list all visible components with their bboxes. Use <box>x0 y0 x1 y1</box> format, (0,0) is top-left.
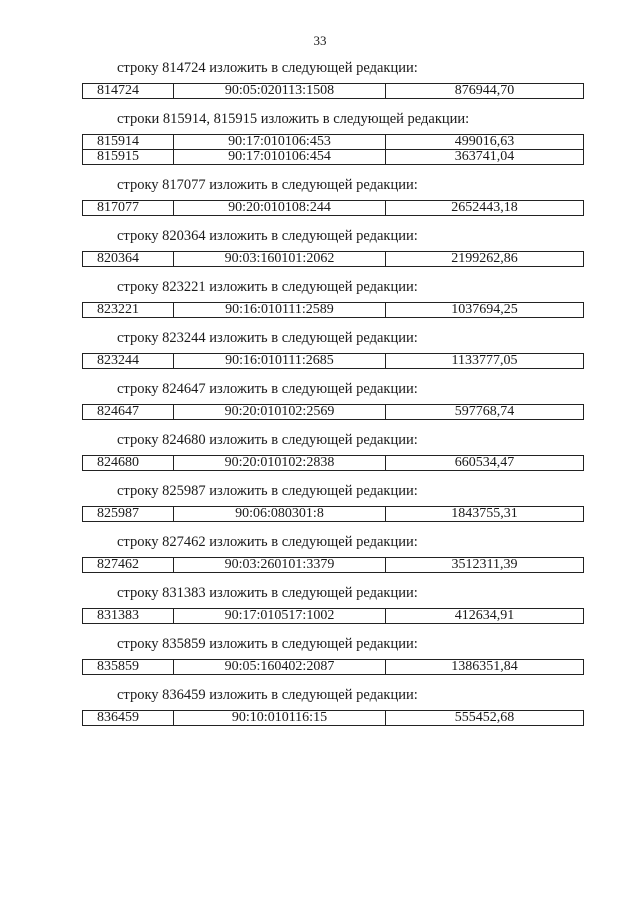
cadastral-number-cell: 90:20:010102:2569 <box>174 405 386 420</box>
entry-spacer <box>0 318 640 327</box>
entry-spacer <box>0 471 640 480</box>
cadastral-number-cell: 90:05:160402:2087 <box>174 660 386 675</box>
cadastral-value-cell: 1386351,84 <box>386 660 584 675</box>
table-row <box>83 507 584 522</box>
row-code-cell: 823221 <box>83 303 174 318</box>
amendment-instruction: строку 835859 изложить в следующей редакции: <box>117 636 418 652</box>
table-row <box>83 609 584 624</box>
row-code-cell: 823244 <box>83 354 174 369</box>
cadastral-value-cell: 597768,74 <box>386 405 584 420</box>
table-row <box>83 252 584 267</box>
amendment-instruction: строку 823221 изложить в следующей редакции: <box>117 279 418 295</box>
cadastral-number-cell: 90:06:080301:8 <box>174 507 386 522</box>
cadastral-value-cell: 363741,04 <box>386 150 584 165</box>
entry-spacer <box>0 165 640 174</box>
amendment-entry <box>0 108 640 174</box>
amendment-instruction: строку 824680 изложить в следующей редакции: <box>117 432 418 448</box>
cadastral-number-cell: 90:16:010111:2685 <box>174 354 386 369</box>
cadastral-value-cell: 2199262,86 <box>386 252 584 267</box>
row-code-cell: 814724 <box>83 84 174 99</box>
entry-spacer <box>0 675 640 684</box>
document-body <box>0 57 640 726</box>
table-row <box>83 711 584 726</box>
cadastral-number-cell: 90:20:010108:244 <box>174 201 386 216</box>
amendment-entry <box>0 378 640 429</box>
table-row <box>83 660 584 675</box>
entry-spacer <box>0 522 640 531</box>
amendment-instruction: строку 817077 изложить в следующей редакции: <box>117 177 418 193</box>
amendment-entry <box>0 684 640 726</box>
amendment-instruction: строку 827462 изложить в следующей редакции: <box>117 534 418 550</box>
amendment-entry <box>0 429 640 480</box>
row-code-cell: 820364 <box>83 252 174 267</box>
cadastral-number-cell: 90:17:010106:453 <box>174 135 386 150</box>
cadastral-value-cell: 3512311,39 <box>386 558 584 573</box>
row-code-cell: 824680 <box>83 456 174 471</box>
row-code-cell: 827462 <box>83 558 174 573</box>
cadastral-value-cell: 1037694,25 <box>386 303 584 318</box>
entry-spacer <box>0 267 640 276</box>
amendment-instruction: строку 820364 изложить в следующей редакции: <box>117 228 418 244</box>
record-table <box>82 353 584 369</box>
row-code-cell: 831383 <box>83 609 174 624</box>
cadastral-number-cell: 90:16:010111:2589 <box>174 303 386 318</box>
page-number: 33 <box>313 33 327 48</box>
amendment-instruction: строку 836459 изложить в следующей редакции: <box>117 687 418 703</box>
amendment-instruction: строку 824647 изложить в следующей редакции: <box>117 381 418 397</box>
table-row <box>83 405 584 420</box>
amendment-instruction: строку 814724 изложить в следующей редакции: <box>117 60 418 76</box>
row-code-cell: 836459 <box>83 711 174 726</box>
cadastral-number-cell: 90:17:010106:454 <box>174 150 386 165</box>
record-table <box>82 134 584 165</box>
cadastral-value-cell: 1843755,31 <box>386 507 584 522</box>
record-table <box>82 251 584 267</box>
cadastral-number-cell: 90:17:010517:1002 <box>174 609 386 624</box>
entry-spacer <box>0 216 640 225</box>
amendment-entry <box>0 327 640 378</box>
row-code-cell: 824647 <box>83 405 174 420</box>
row-code-cell: 825987 <box>83 507 174 522</box>
record-table <box>82 710 584 726</box>
amendment-instruction: строку 831383 изложить в следующей редакции: <box>117 585 418 601</box>
row-code-cell: 815915 <box>83 150 174 165</box>
record-table <box>82 506 584 522</box>
cadastral-number-cell: 90:03:160101:2062 <box>174 252 386 267</box>
amendment-instruction: строку 823244 изложить в следующей редакции: <box>117 330 418 346</box>
entry-spacer <box>0 420 640 429</box>
row-code-cell: 817077 <box>83 201 174 216</box>
amendment-instruction: строки 815914, 815915 изложить в следующей редакции: <box>117 111 470 127</box>
table-row <box>83 456 584 471</box>
cadastral-value-cell: 2652443,18 <box>386 201 584 216</box>
record-table <box>82 608 584 624</box>
cadastral-value-cell: 660534,47 <box>386 456 584 471</box>
table-row <box>83 135 584 150</box>
table-row <box>83 84 584 99</box>
cadastral-number-cell: 90:20:010102:2838 <box>174 456 386 471</box>
record-table <box>82 302 584 318</box>
record-table <box>82 404 584 420</box>
entry-spacer <box>0 99 640 108</box>
cadastral-value-cell: 1133777,05 <box>386 354 584 369</box>
amendment-entry <box>0 633 640 684</box>
table-row <box>83 354 584 369</box>
table-row <box>83 201 584 216</box>
amendment-instruction: строку 825987 изложить в следующей редакции: <box>117 483 418 499</box>
entry-spacer <box>0 369 640 378</box>
row-code-cell: 815914 <box>83 135 174 150</box>
cadastral-value-cell: 499016,63 <box>386 135 584 150</box>
cadastral-number-cell: 90:10:010116:15 <box>174 711 386 726</box>
amendment-entry <box>0 174 640 225</box>
amendment-entry <box>0 225 640 276</box>
cadastral-value-cell: 876944,70 <box>386 84 584 99</box>
cadastral-value-cell: 412634,91 <box>386 609 584 624</box>
entry-spacer <box>0 624 640 633</box>
amendment-entry <box>0 57 640 108</box>
cadastral-number-cell: 90:05:020113:1508 <box>174 84 386 99</box>
record-table <box>82 83 584 99</box>
record-table <box>82 200 584 216</box>
cadastral-number-cell: 90:03:260101:3379 <box>174 558 386 573</box>
table-row <box>83 303 584 318</box>
record-table <box>82 455 584 471</box>
entry-spacer <box>0 573 640 582</box>
row-code-cell: 835859 <box>83 660 174 675</box>
amendment-entry <box>0 531 640 582</box>
record-table <box>82 557 584 573</box>
amendment-entry <box>0 582 640 633</box>
record-table <box>82 659 584 675</box>
amendment-entry <box>0 480 640 531</box>
table-row <box>83 558 584 573</box>
table-row <box>83 150 584 165</box>
cadastral-value-cell: 555452,68 <box>386 711 584 726</box>
amendment-entry <box>0 276 640 327</box>
